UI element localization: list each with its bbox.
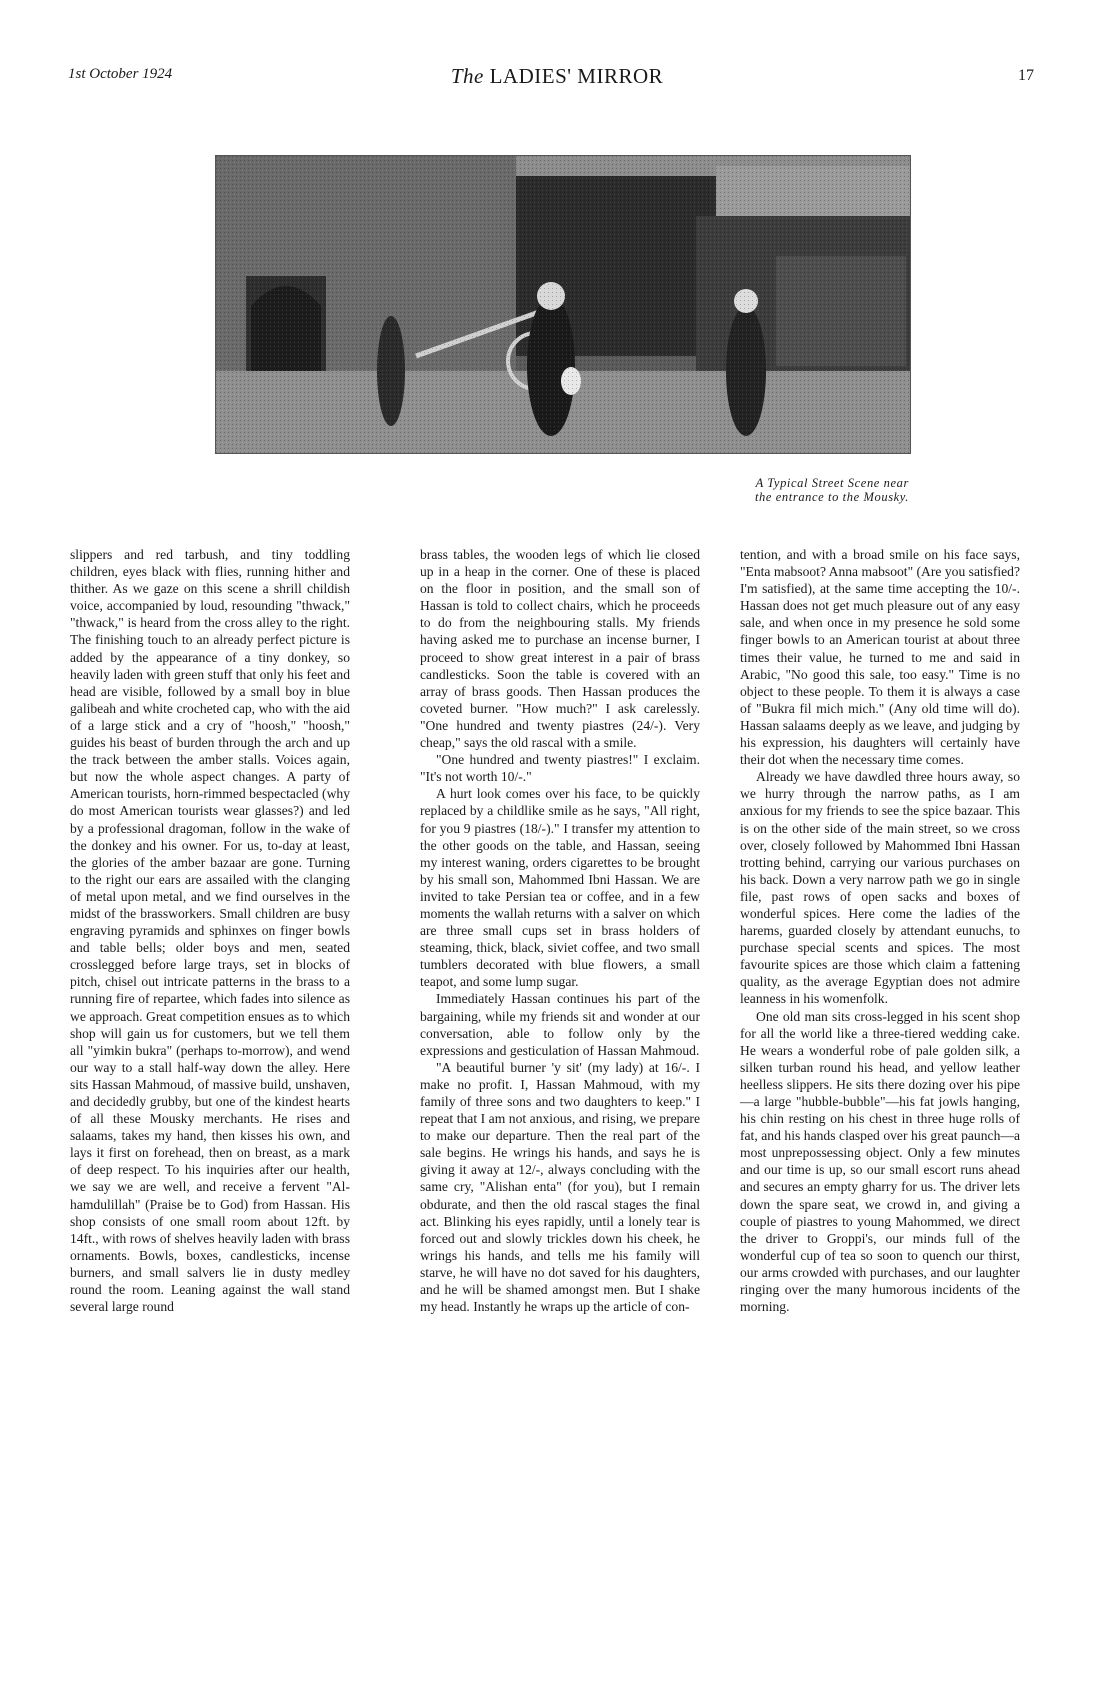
article-column-2 bbox=[420, 546, 700, 1315]
paragraph: "A beautiful burner 'y sit' (my lady) at 16/-. I make no profit. I, Hassan Mahmoud, with my family of three sons and two daughters to keep." I repeat that I am not anxious, and rising, we prepare to make our departure. Then the real part of the sale begins. He wrings his hands, and says he is giving it away at 12/-, always concluding with the same cry, "Alishan enta" (for you), but I remain obdurate, and then the old rascal stages the final act. Blinking his eyes rapidly, until a lonely tear is forced out and slowly trickles down his cheek, he wrings his hands, and tells me his family will starve, he will have no dot saved for his daughters, and he will be shamed amongst men. But I shake my head. Instantly he wraps up the article of con- bbox=[420, 1059, 700, 1315]
article-column-3 bbox=[740, 546, 1020, 1315]
article-column-1 bbox=[70, 546, 350, 1315]
caption-line-2: the entrance to the Mousky. bbox=[754, 490, 909, 504]
caption-line-1: A Typical Street Scene near bbox=[755, 476, 909, 490]
paragraph: Immediately Hassan continues his part of the bargaining, while my friends sit and wonder at our conversation, able to follow only by the expressions and gesticulation of Hassan Mahmoud. bbox=[420, 991, 700, 1058]
photo-caption bbox=[669, 476, 909, 504]
paragraph: "One hundred and twenty piastres!" I exclaim. "It's not worth 10/-." bbox=[420, 752, 700, 785]
paragraph: A hurt look comes over his face, to be quickly replaced by a childlike smile as he says, "All right, for you 9 piastres (18/-)." I transfer my attention to the other goods on the table, and Hassan, seeing my interest waning, orders cigarettes to be brought by his small son, Mahommed Ibni Hassan. We are invited to take Persian tea or coffee, and in a few moments the wallah returns with a salver on which are three small cups set in brass holders of steaming, thick, black, siviet coffee, and two small tumblers decorated with blue flowers, a small teapot, and some lump sugar. bbox=[420, 786, 700, 990]
paragraph: slippers and red tarbush, and tiny toddling children, eyes black with flies, running hither and thither. As we gaze on this scene a shrill childish voice, accompanied by loud, resounding "thwack," "thwack," is heard from the cross alley to the right. The finishing touch to an already perfect picture is added by the appearance of a tiny donkey, so heavily laden with green stuff that only his feet and head are visible, followed by a small boy in blue galibeah and white crocheted cap, who with the aid of a large stick and a cry of "hoosh," "hoosh," guides his beast of burden through the arch and up the track between the amber stalls. Voices again, but now the whole aspect changes. A party of American tourists, horn-rimmed bespectacled (why do most American tourists wear glasses?) and led by a professional dragoman, follow in the wake of the donkey and his owner. For us, to-day at least, the glories of the amber bazaar are gone. Turning to the right our ears are assailed with the clanging of metal upon metal, and we find ourselves in the midst of the brassworkers. Small children are busy engraving pyramids and sphinxes on finger bowls and table bells; older boys and men, seated crosslegged before large trays, set in blocks of pitch, chisel out intricate patterns in the brass to a running fire of repartee, which fades into silence as we approach. Great competition ensues as to which shop will gain us for customers, but we tell them all "yimkin bukra" (perhaps to-morrow), and wend our way to a stall half-way down the alley. Here sits Hassan Mahmoud, of massive build, unshaven, and decidedly grubby, but one of the kindest hearts of all these Mousky merchants. He rises and salaams, takes my hand, then kisses his own, and lays it first on forehead, then on breast, as a mark of deep respect. To his inquiries after our health, we say we are well, and receive a fervent "Al-hamdulillah" (Praise be to God) from Hassan. His shop consists of one small room about 12ft. by 14ft., with rows of shelves heavily laden with brass ornaments. Bowls, boxes, candlesticks, incense burners, and small salvers lie in dusty medley round the room. Leaning against the wall stand several large round bbox=[70, 547, 350, 1315]
magazine-title bbox=[0, 64, 1114, 89]
issue-date: 1st October 1924 bbox=[68, 66, 173, 82]
paragraph: brass tables, the wooden legs of which lie closed up in a heap in the corner. One of these is placed on the floor in position, and the small son of Hassan is told to collect chairs, which he proceeds to do from the neighbouring stalls. My friends having asked me to purchase an incense burner, I proceed to show great interest in a pair of brass candlesticks. Soon the table is covered with an array of brass goods. Then Hassan produces the coveted burner. "How much?" I ask carelessly. "One hundred and twenty piastres (24/-). Very cheap," says the old rascal with a smile. bbox=[420, 547, 700, 751]
paragraph: Already we have dawdled three hours away, so we hurry through the narrow paths, as I am anxious for my friends to see the spice bazaar. This is on the other side of the main street, so we cross over, closely followed by Mahommed Ibni Hassan trotting behind, carrying our various purchases on his back. Down a very narrow path we go in single file, past rows of open sacks and boxes of wonderful spices. Here come the ladies of the harems, guarded closely by attendant eunuchs, to purchase special scents and spices. The most favourite spices are those which claim a fattening quality, as the average Egyptian does not admire leanness in his womenfolk. bbox=[740, 769, 1020, 1007]
title-main: LADIES' MIRROR bbox=[489, 64, 664, 88]
page-header bbox=[0, 64, 1114, 90]
paragraph: tention, and with a broad smile on his face says, "Enta mabsoot? Anna mabsoot" (Are you satisfied? I'm satisfied), at the same time accepting the 10/-. Hassan does not get much pleasure out of any easy sale, and when once in my presence he sold some finger bowls to an American tourist at about three times their value, he turned to me and said in Arabic, "No good this sale, too easy." Time is no object to these people. To them it is always a case of "Bukra fil mich mich." (Any old time will do). Hassan salaams deeply as we leave, and judging by his expression, his daughters will certainly have their dot when the necessary time comes. bbox=[740, 547, 1020, 768]
paragraph: One old man sits cross-legged in his scent shop for all the world like a three-tiered wedding cake. He wears a wonderful robe of pale golden silk, a silken turban round his head, and yellow leather heelless slippers. He sits there dozing over his pipe—a large "hubble-bubble"—his fat jowls hanging, his chin resting on his chest in three huge rolls of fat, and his hands clasped over his great paunch—a most unprepossessing object. Only a few minutes and our time is up, so our small escort runs ahead and secures an empty gharry for us. The driver lets down the spare seat, we crowd in, and giving a couple of piastres to young Mahommed, we direct the driver to Groppi's, our minds full of the wonderful cup of tea so soon to quench our thirst, our arms crowded with purchases, and our laughter ringing over the many humorous incidents of the morning. bbox=[740, 1008, 1020, 1315]
title-prefix: The bbox=[450, 64, 484, 88]
page-number: 17 bbox=[1018, 67, 1034, 84]
street-scene-photo bbox=[215, 155, 911, 454]
